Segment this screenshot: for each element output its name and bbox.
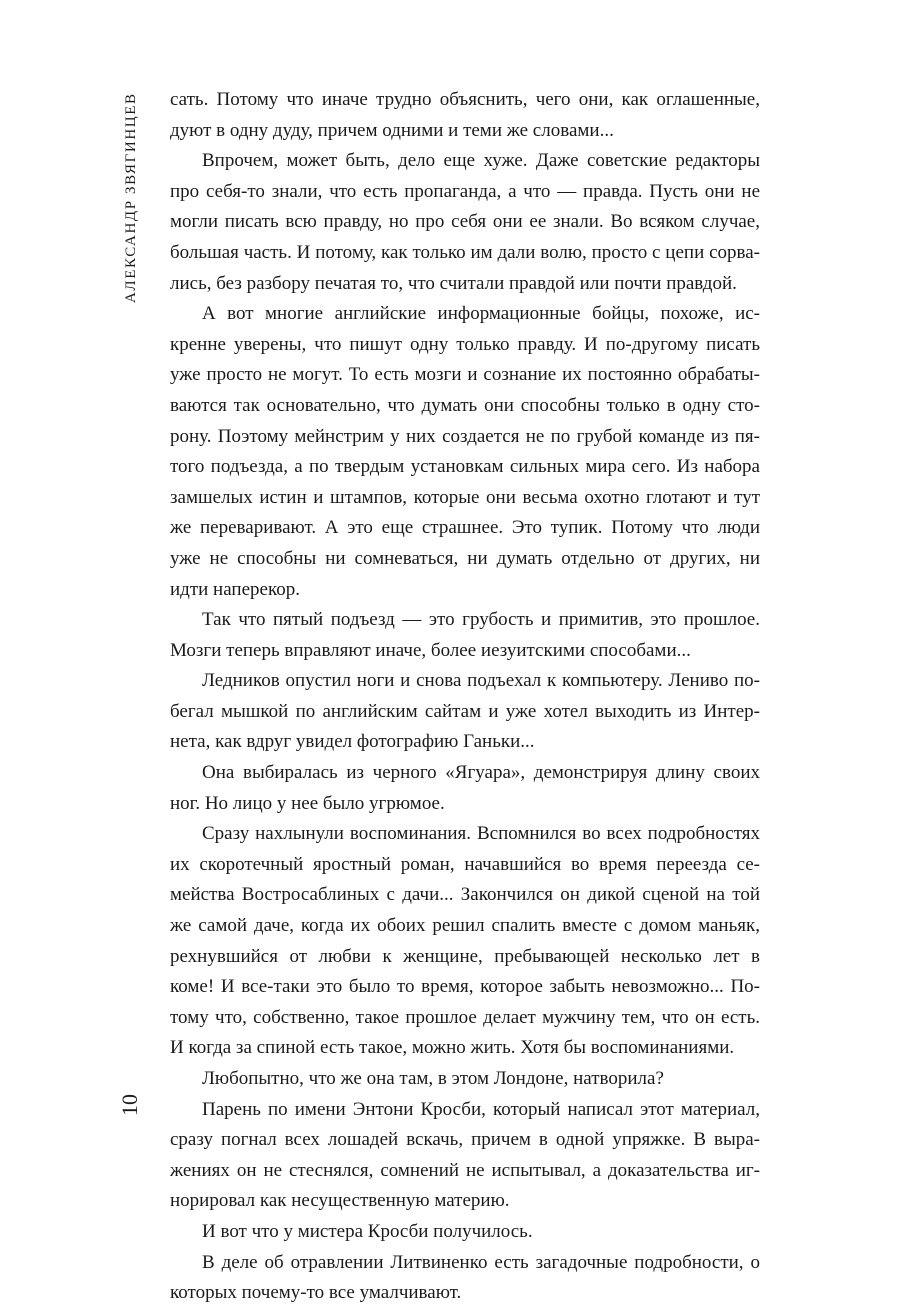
page-number: 10 — [117, 1094, 142, 1116]
text-line: коме! И все-таки это было то время, которое забыть невозможно... По- — [170, 976, 760, 998]
text-line: же самой даче, когда их обоих решил спалить вместе с домом маньяк, — [170, 915, 760, 937]
text-line: дуют в одну дуду, причем одними и теми же словами... — [170, 119, 614, 141]
text-line: мейства Востросаблиных с дачи... Закончился он дикой сценой на той — [170, 884, 760, 906]
text-line: Ледников опустил ноги и снова подъехал к компьютеру. Лениво по- — [202, 670, 760, 692]
text-line: того подъезда, а по твердым установкам сильных мира сего. Из набора — [170, 456, 760, 478]
text-line: ваются так основательно, что думать они способны только в одну сто- — [170, 394, 760, 416]
text-line: замшелых истин и штампов, которые они весьма охотно глотают и тут — [170, 486, 760, 508]
text-line: Впрочем, может быть, дело еще хуже. Даже советские редакторы — [202, 150, 760, 172]
text-line: норировал как несущественную материю. — [170, 1190, 510, 1212]
text-line: рону. Поэтому мейнстрим у них создается не по грубой команде из пя- — [170, 425, 760, 447]
text-line: рехнувшийся от любви к женщине, пребывающей несколько лет в — [170, 945, 760, 967]
text-line: которых почему-то все умалчивают. — [170, 1282, 462, 1304]
text-line: большая часть. И потому, как только им дали волю, просто с цепи сорва- — [170, 241, 760, 263]
running-head: АЛЕКСАНДР ЗВЯГИНЦЕВ — [123, 92, 139, 303]
text-line: сразу погнал всех лошадей вскачь, причем в одной упряжке. В выра- — [170, 1129, 760, 1151]
text-line: Сразу нахлынули воспоминания. Вспомнился во всех подробностях — [202, 823, 760, 845]
text-line: кренне уверены, что пишут одну только правду. И по-другому писать — [170, 333, 760, 355]
text-line: Так что пятый подъезд — это грубость и примитив, это прошлое. — [202, 609, 760, 631]
text-line: лись, без разбору печатая то, что считали правдой или почти правдой. — [170, 272, 737, 294]
body-text — [170, 85, 760, 1309]
text-line: В деле об отравлении Литвиненко есть загадочные подробности, о — [202, 1251, 760, 1273]
text-line: жениях он не стеснялся, сомнений не испытывал, а доказательства иг- — [170, 1159, 760, 1181]
text-line: же переваривают. А это еще страшнее. Это тупик. Потому что люди — [170, 517, 760, 539]
text-line: Мозги теперь вправляют иначе, более иезуитскими способами... — [170, 639, 691, 661]
text-line: И вот что у мистера Кросби получилось. — [202, 1220, 533, 1242]
text-line: про себя-то знали, что есть пропаганда, а что — правда. Пусть они не — [170, 180, 760, 202]
text-line: нета, как вдруг увидел фотографию Ганьки... — [170, 731, 535, 753]
text-line: Любопытно, что же она там, в этом Лондоне, натворила? — [202, 1068, 664, 1089]
text-line: И когда за спиной есть такое, можно жить. Хотя бы воспоминаниями. — [170, 1037, 735, 1059]
text-line: могли писать всю правду, но про себя они ее знали. Во всяком случае, — [170, 211, 760, 233]
text-line: тому что, собственно, такое прошлое делает мужчину тем, что он есть. — [170, 1006, 760, 1028]
text-line: уже не способны ни сомневаться, ни думать отдельно от других, ни — [170, 547, 760, 569]
text-line: уже просто не могут. То есть мозги и сознание их постоянно обрабаты- — [170, 364, 760, 386]
text-line: сать. Потому что иначе трудно объяснить, чего они, как оглашенные, — [170, 89, 760, 110]
text-line: Она выбиралась из черного «Ягуара», демонстрируя длину своих — [202, 762, 760, 784]
text-line: бегал мышкой по английским сайтам и уже хотел выходить из Интер- — [170, 700, 760, 722]
text-line: их скоротечный яростный роман, начавшийся во время переезда се- — [170, 853, 760, 875]
text-line: А вот многие английские информационные бойцы, похоже, ис- — [202, 303, 760, 325]
text-line: Парень по имени Энтони Кросби, который написал этот материал, — [202, 1098, 760, 1120]
text-line: идти наперекор. — [170, 578, 300, 600]
text-line: ног. Но лицо у нее было угрюмое. — [170, 792, 445, 814]
